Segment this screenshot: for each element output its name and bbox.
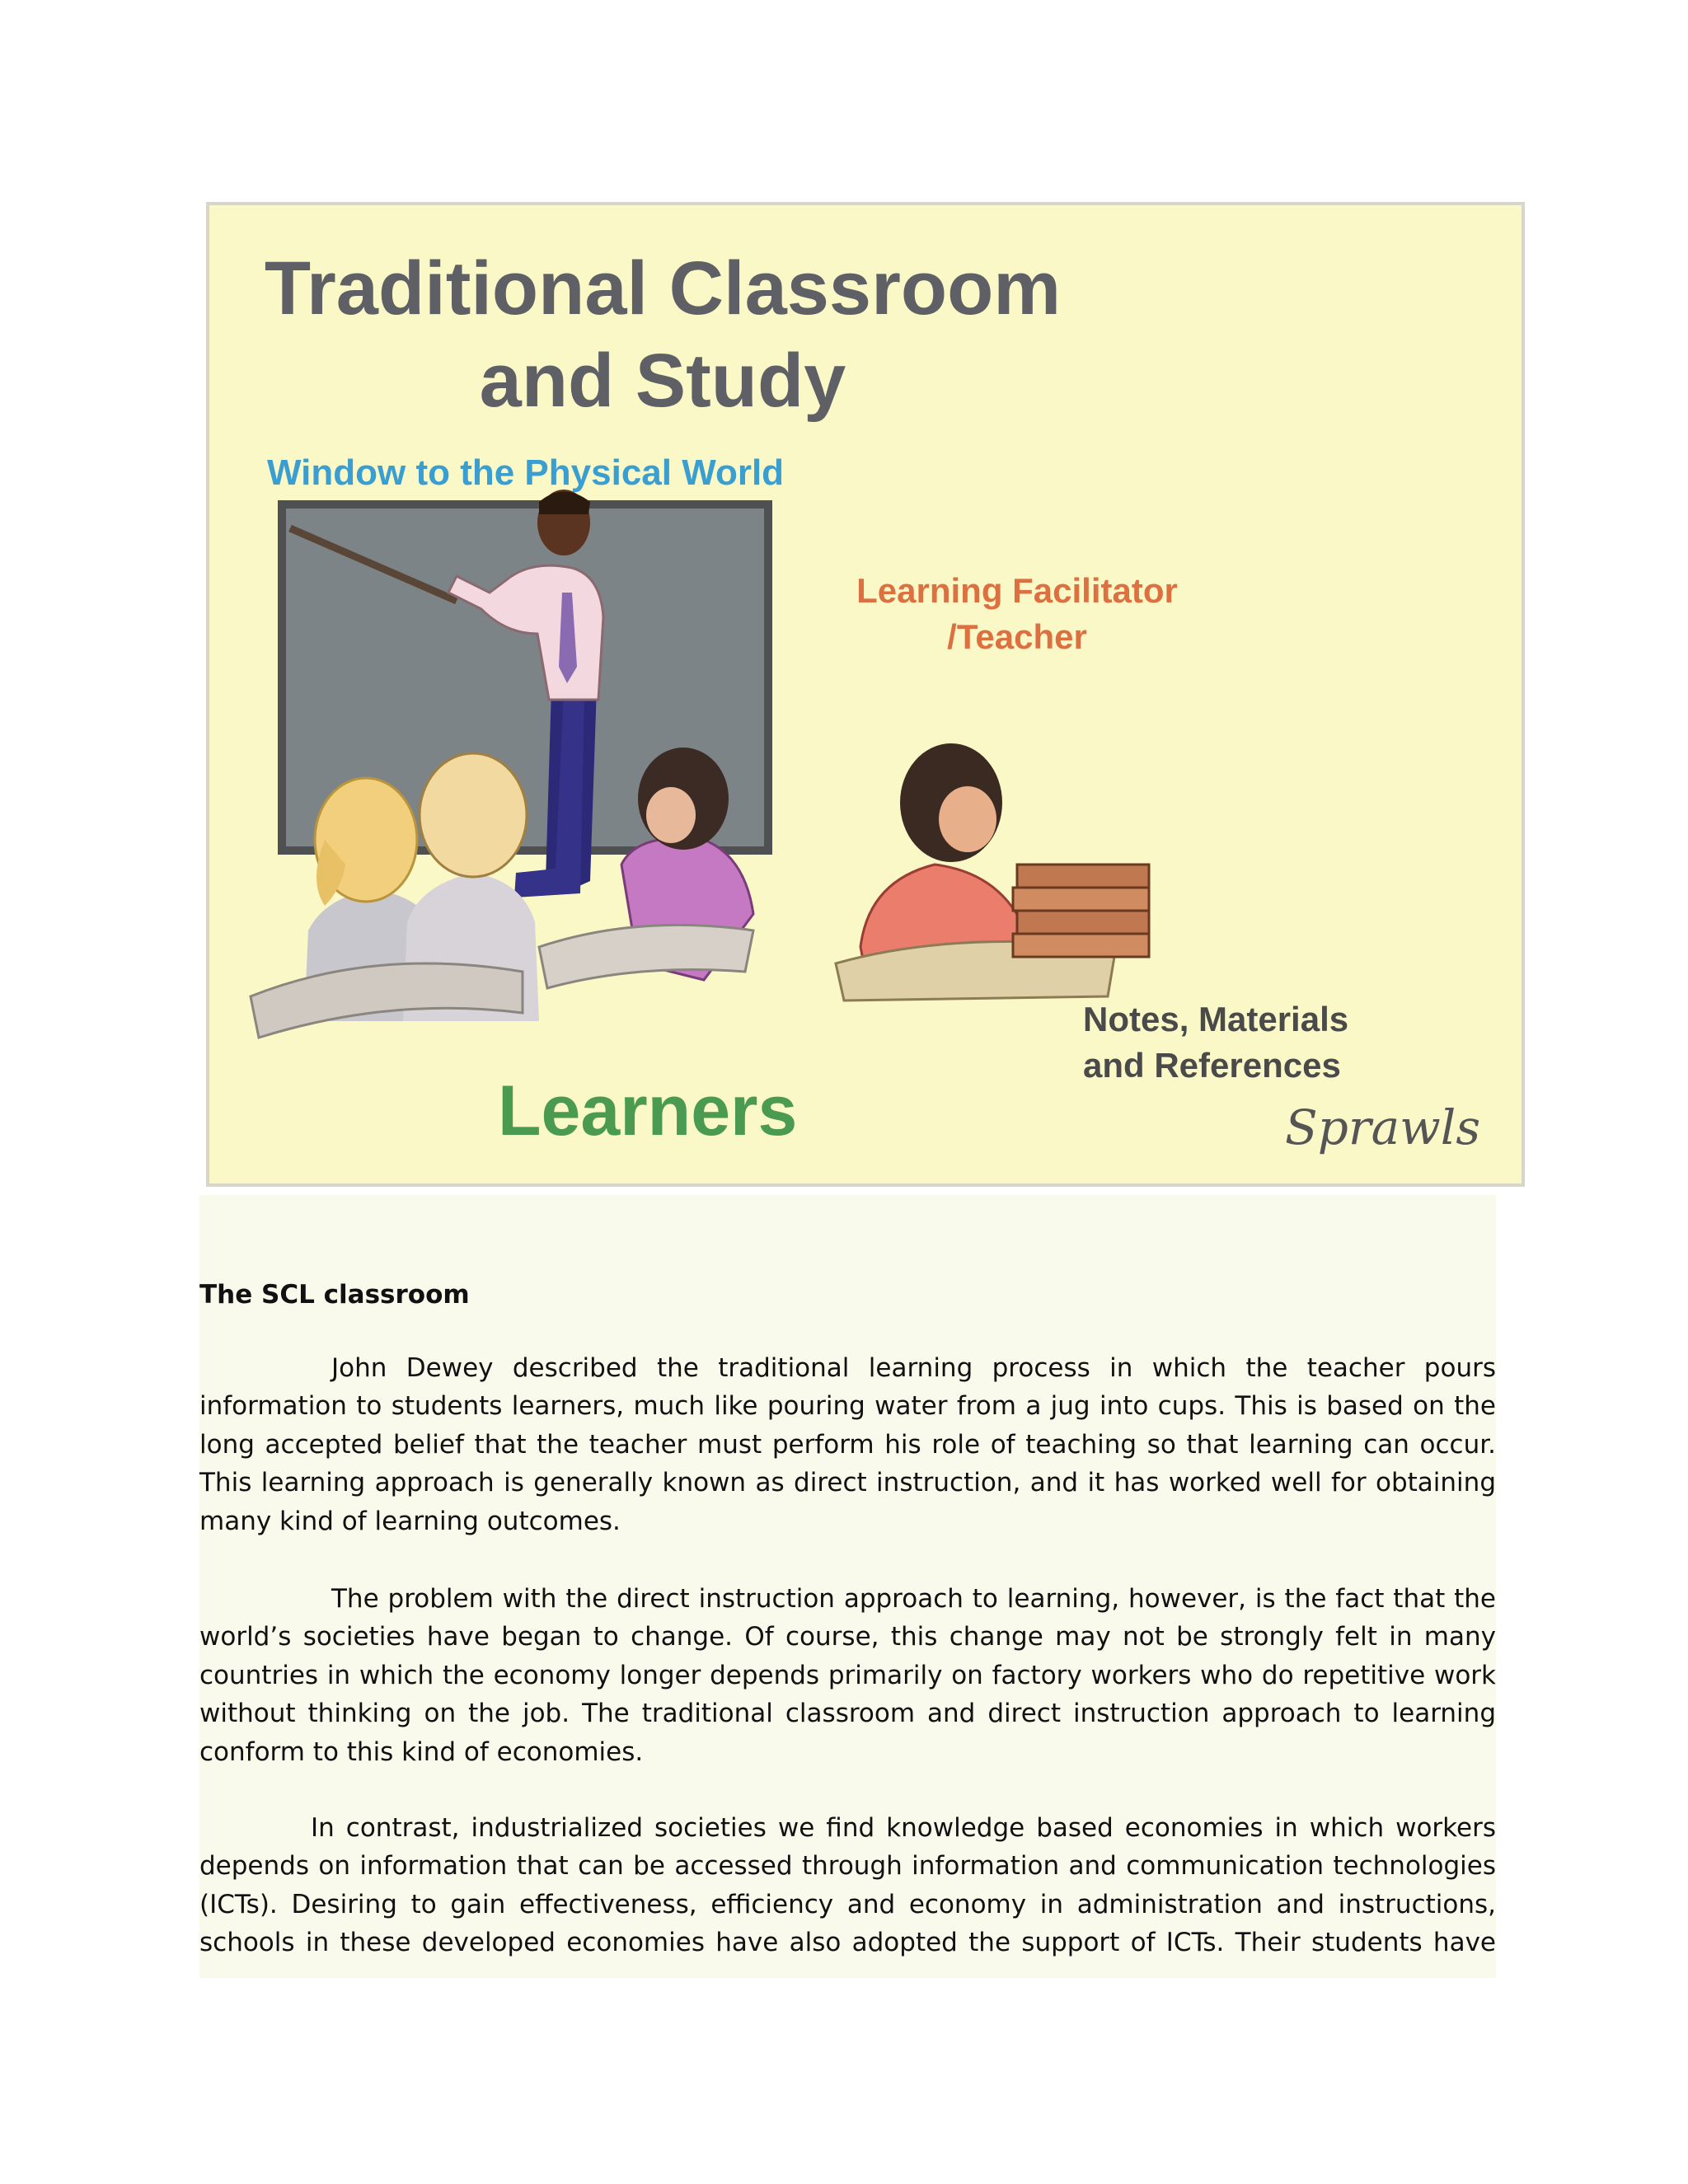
desk-middle [539, 925, 753, 988]
learners-label: Learners [498, 1071, 798, 1151]
notes-label [1083, 996, 1348, 1089]
figure-title-line2: and Study [479, 339, 846, 423]
notes-label-line2: and References [1083, 1046, 1341, 1085]
notes-label-line1: Notes, Materials [1083, 1000, 1349, 1038]
teacher-label [803, 568, 1231, 660]
classroom-illustration [206, 202, 1525, 1187]
paragraph-1: John Dewey described the traditional learning process in which the teacher pours information to students learners, much like pouring water from a jug into cups. This is based on the long accepted belief that the teacher must perform his role of teaching so that learning can occur. This learning approach is generally known as direct instruction, and it has worked well for obtaining many kind of learning outcomes. [199, 1353, 1496, 1536]
figure-title-line1: Traditional Classroom [264, 246, 1062, 330]
desk-left [251, 963, 523, 1038]
paragraph-2: The problem with the direct instruction approach to learning, however, is the fact that the world’s societies have began to change. Of course, this change may not be strongly felt in many countries in which the economy longer depends primarily on factory workers who do repetitive work without thinking on the job. The traditional classroom and direct instruction approach to learning conform to this kind of economies. [199, 1584, 1496, 1767]
credit-signature: Sprawls [1285, 1099, 1481, 1155]
paragraph-3: In contrast, industrialized societies we find knowledge based economies in which workers depends on information that can be accessed through information and communication technologies (ICTs). Desiring to gain effectiveness, efficiency and economy in administration and instructions, schools in these developed economies have also adopted the support of ICTs. Their students have [199, 1813, 1496, 1958]
teacher-label-line2: /Teacher [947, 617, 1087, 656]
window-label: Window to the Physical World [267, 452, 785, 493]
figure-title [209, 242, 1116, 427]
teacher-label-line1: Learning Facilitator [856, 571, 1178, 610]
book-stack-icon [1013, 865, 1149, 957]
section-heading: The SCL classroom [199, 1280, 470, 1310]
article-body [199, 1195, 1496, 1978]
